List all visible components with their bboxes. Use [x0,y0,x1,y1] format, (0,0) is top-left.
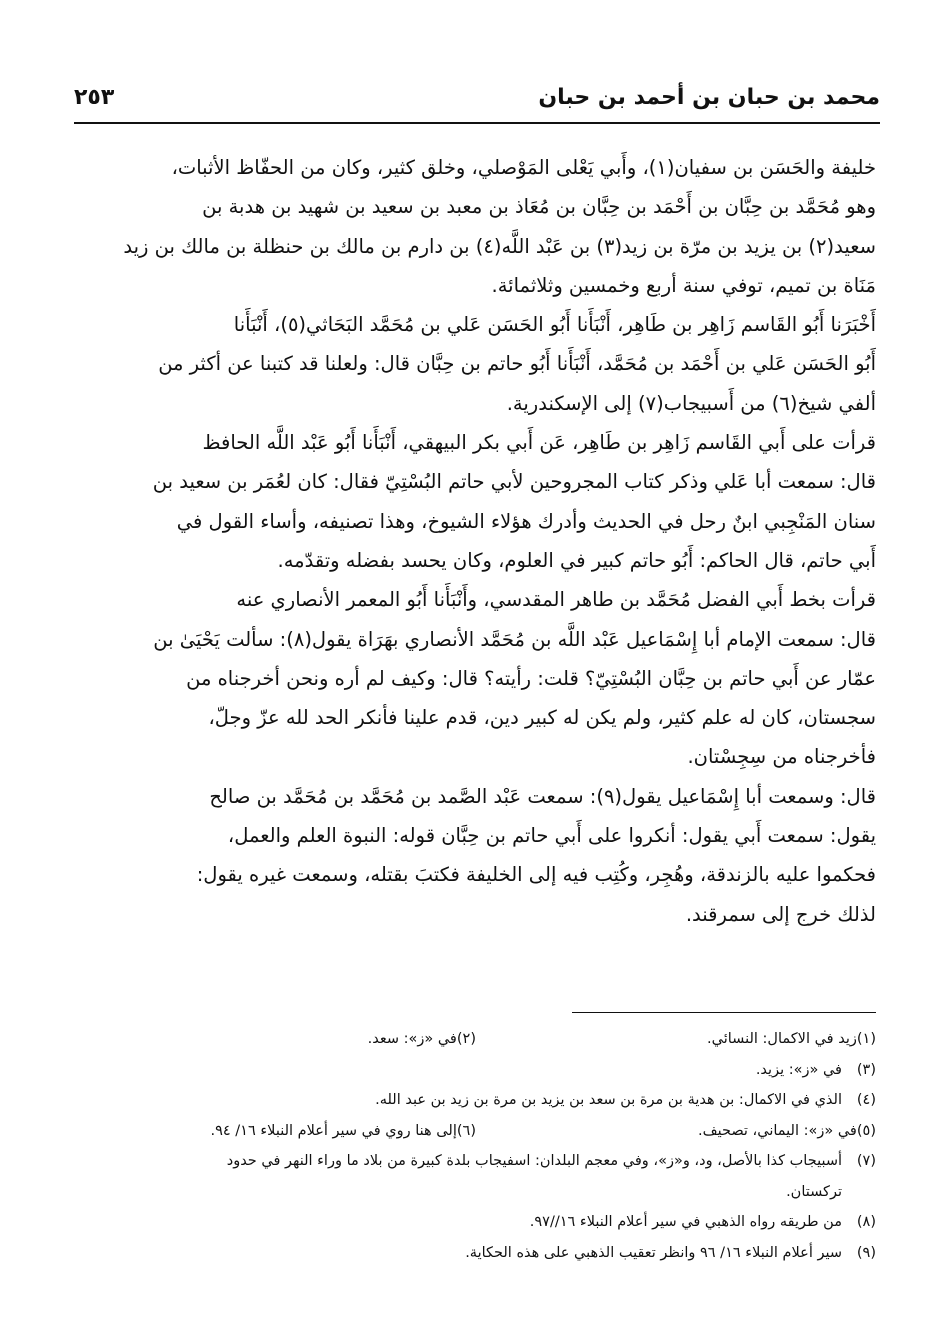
text-line: قرأت على أَبي القَاسم زَاهِر بن طَاهِر، عَن أَبي بكر البيهقي، أَنْبَأَنا أَبُو عَبْد اللَّه الحافظ [202,431,876,455]
text-line: سعيد(٢) بن يزيد بن مرّة بن زيد(٣) بن عَبْد اللَّه(٤) بن دارم بن مالك بن حنظلة بن مالك بن زيد [123,234,876,258]
header-rule [74,122,880,124]
text-line: قال: سمعت الإمام أبا إِسْمَاعيل عَبْد اللَّه بن مُحَمَّد الأنصاري بهَرَاة يقول(٨): سألت يَحْيَىٰ بن [153,627,876,651]
footnote-5 [476,1116,876,1147]
text-line: أَبي حاتم، قال الحاكم: أَبُو حاتم كبير في العلوم، وكان يحسد بفضله وتقدّمه. [277,548,876,572]
footnote-number: (٣) [856,1061,876,1078]
footnote-number: (٤) [856,1092,876,1108]
footnote-number: (٨) [856,1214,876,1230]
footnote-text: في «ز»: اليماني، تصحيف. [697,1122,857,1139]
footnote-text: من طريقه رواه الذهبي في سير أعلام النبلاء ١٦//٩٧. [529,1214,842,1230]
text-line: أَبُو الحَسَن عَلي بن أَحْمَد بن مُحَمَّد، أَنْبَأَنا أَبُو حاتم بن حِبَّان قال: ولعلنا قد كتبنا عن أكثر من [158,352,876,376]
running-title: محمد بن حبان بن أحمد بن حبان [538,85,880,110]
footnote-row [76,1024,876,1055]
main-text [76,148,876,934]
text-line: ألفي شيخ(٦) من أَسبيجاب(٧) إلى الإسكندرية. [506,391,876,415]
page-header [74,78,880,118]
text-line: قرأت بخط أَبي الفضل مُحَمَّد بن طاهر المقدسي، وأَنْبَأَنا أَبُو المعمر الأنصاري عنه [236,588,876,612]
text-line: أَخْبَرَنا أَبُو القَاسم زَاهِر بن طَاهِر، أَنْبَأَنا أَبُو الحَسَن عَلي بن مُحَمَّد البَحَاثي(٥)، أَنْبَأَنا [233,313,876,337]
footnote-1 [476,1024,876,1055]
footnote-number: (١) [856,1031,876,1047]
footnote-number: (٥) [856,1122,876,1139]
footnote-row [76,1116,876,1147]
text-line: يقول: سمعت أَبي يقول: أنكروا على أَبي حاتم بن حِبَّان قوله: النبوة العلم والعمل، [227,824,876,848]
footnote-text: الذي في الاكمال: بن هدية بن مرة بن سعد بن يزيد بن مرة بن زيد بن عبد الله. [375,1092,842,1108]
text-line: عمّار عن أَبي حاتم بن حِبَّان البُسْتِيّ؟ قلت: رأيته؟ قال: وكيف لم أره ونحن أخرجناه من [186,666,876,690]
footnote-3 [76,1055,876,1086]
footnote-text: إلى هنا روي في سير أعلام النبلاء ١٦/ ٩٤. [210,1122,457,1139]
footnote-4 [76,1085,876,1116]
text-line: سنان المَنْجِبي ابنٌ رحل في الحديث وأدرك هؤلاء الشيوخ، وهذا تصنيفه، وأساء القول في [176,509,876,533]
text-line: خليفة والحَسَن بن سفيان(١)، وأَبي يَعْلى المَوْصلي، وخلق كثير، وكان من الحفّاظ الأثبات، [171,156,876,179]
text-line: قال: سمعت أبا عَلي وذكر كتاب المجروحين لأبي حاتم البُسْتِيّ فقال: كان لعُمَر بن سعيد بن [152,470,876,494]
footnote-number: (٧) [856,1153,876,1169]
text-line: سجستان، كان له علم كثير، ولم يكن له كبير دين، قدم علينا فأنكر الحد لله عزّ وجلّ، [208,706,876,730]
footnote-text: زيد في الاكمال: النسائي. [707,1031,857,1047]
text-line: فحكموا عليه بالزندقة، وهُجِر، وكُتِب فيه إلى الخليفة فكتبَ بقتله، وسمعت غيره يقول: [196,863,876,887]
footnote-7-continuation: تركستان. [786,1183,842,1200]
footnote-number: (٦) [456,1122,476,1139]
footnote-number: (٩) [856,1244,876,1261]
footnote-number: (٢) [456,1031,476,1047]
text-line: لذلك خرج إلى سمرقند. [685,902,876,926]
footnote-2 [368,1024,476,1055]
text-line: وهو مُحَمَّد بن حِبَّان بن أَحْمَد بن حِبَّان بن مُعَاذ بن معبد بن سعيد بن شهيد بن هدبة بن [202,195,876,219]
text-line: مَنَاة بن تميم، توفي سنة أربع وخمسين وثلاثمائة. [491,273,876,297]
footnote-text: في «ز»: يزيد. [755,1061,842,1078]
footnote-8 [76,1207,876,1238]
footnote-text: في «ز»: سعد. [367,1031,457,1047]
footnote-text: أسبيجاب كذا بالأصل، ود، و«ز»، وفي معجم البلدان: اسفيجاب بلدة كبيرة من بلاد ما وراء النهر في حدود [226,1153,842,1169]
footnote-text: سير أعلام النبلاء ١٦/ ٩٦ وانظر تعقيب الذهبي على هذه الحكاية. [465,1244,842,1261]
text-line: فأخرجناه من سِجِسْتان. [687,745,876,769]
page-number: ٢٥٣ [74,85,115,110]
footnotes [76,1024,876,1268]
footnote-9 [76,1238,876,1269]
footnote-6 [210,1116,476,1147]
footnote-7 [76,1146,876,1177]
footnote-rule [572,1012,876,1013]
text-line: قال: وسمعت أبا إِسْمَاعيل يقول(٩): سمعت عَبْد الصَّمد بن مُحَمَّد بن مُحَمَّد بن صالح [209,784,876,808]
